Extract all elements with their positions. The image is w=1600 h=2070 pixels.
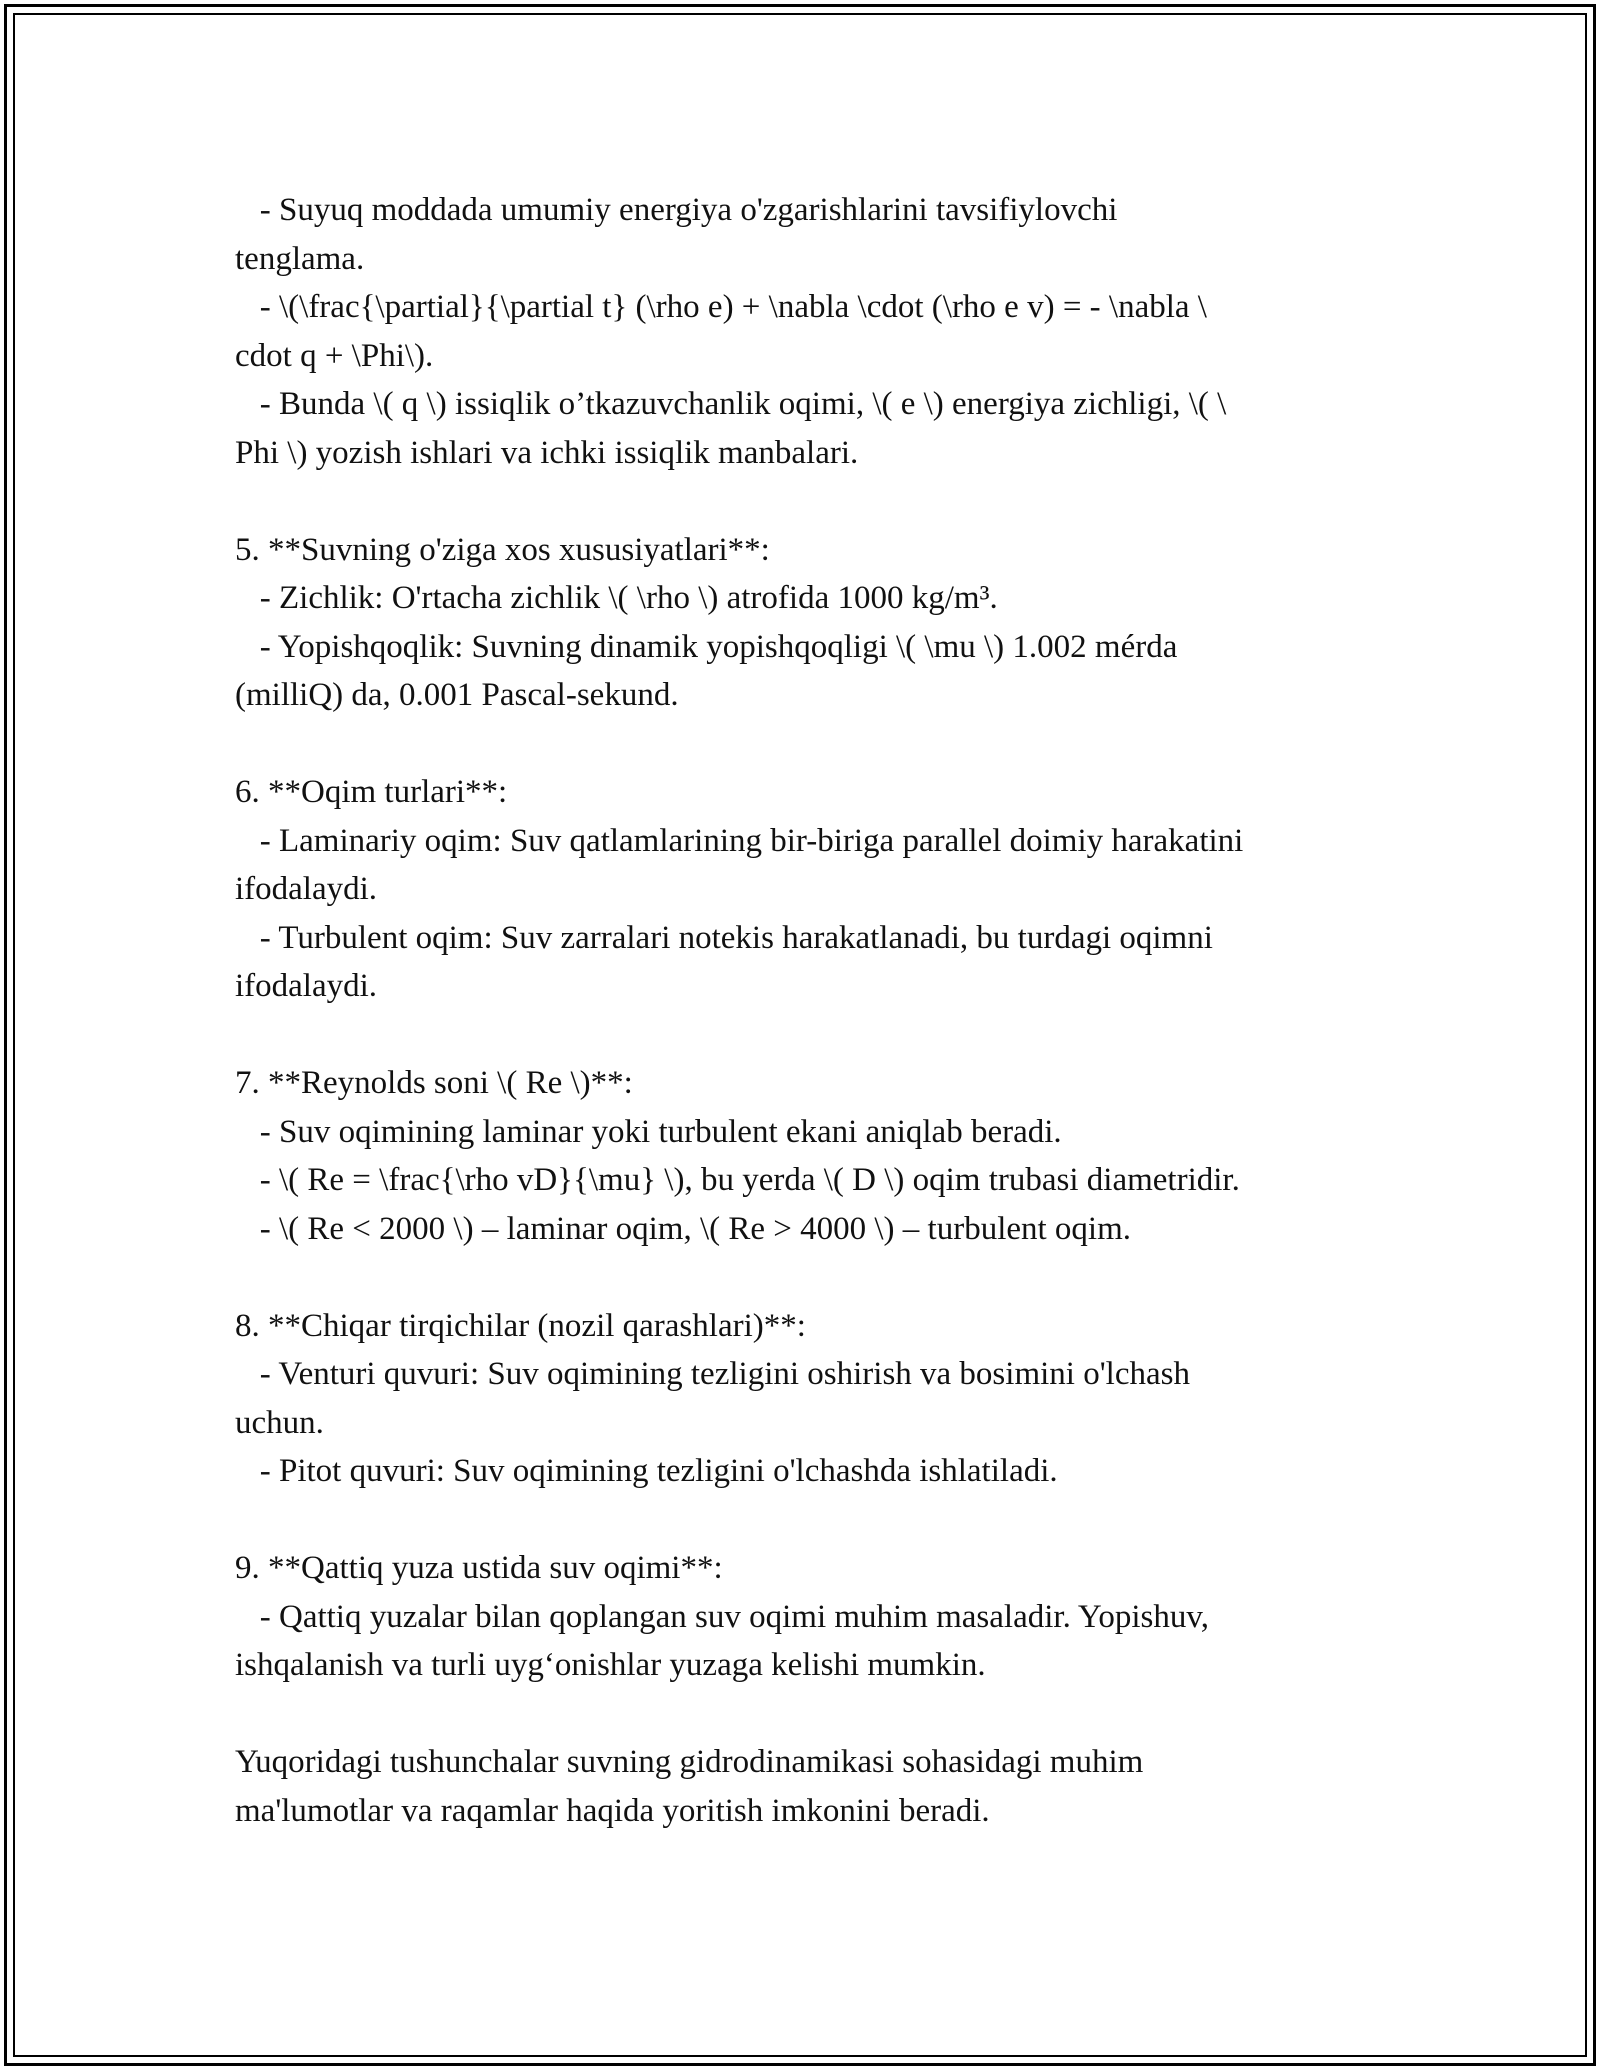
text-line: - Pitot quvuri: Suv oqimining tezligini o'lchashda ishlatiladi.	[235, 1453, 1058, 1489]
text-line: - Suyuq moddada umumiy energiya o'zgarishlarini tavsifiylovchi	[235, 192, 1118, 228]
text-line: - Suv oqimining laminar yoki turbulent ekani aniqlab beradi.	[235, 1113, 1062, 1150]
text-line: - Venturi quvuri: Suv oqimining tezligini oshirish va bosimini o'lchash	[235, 1356, 1190, 1392]
blank-line	[235, 477, 1375, 526]
text-line: ifodalaydi.	[235, 968, 378, 1004]
text-line: - Bunda \( q \) issiqlik o’tkazuvchanlik oqimi, \( e \) energiya zichligi, \( \	[235, 386, 1227, 422]
text-line: - Laminariy oqim: Suv qatlamlarining bir-biriga parallel doimiy harakatini	[235, 822, 1244, 859]
text-line: tenglama.	[235, 240, 365, 277]
text-line: ifodalaydi.	[235, 871, 378, 907]
section-heading-6: 6. **Oqim turlari**:	[235, 774, 508, 810]
section-heading-5: 5. **Suvning o'ziga xos xususiyatlari**:	[235, 531, 770, 568]
text-line: Phi \) yozish ishlari va ichki issiqlik manbalari.	[235, 434, 859, 471]
text-line: - Qattiq yuzalar bilan qoplangan suv oqimi muhim masaladir. Yopishuv,	[235, 1598, 1209, 1635]
text-line: uchun.	[235, 1404, 324, 1441]
blank-line	[235, 1011, 1375, 1060]
text-line: - Turbulent oqim: Suv zarralari notekis harakatlanadi, bu turdagi oqimni	[235, 919, 1213, 956]
section-heading-9: 9. **Qattiq yuza ustida suv oqimi**:	[235, 1550, 723, 1586]
blank-line	[235, 1496, 1375, 1545]
text-line: - \(\frac{\partial}{\partial t} (\rho e) + \nabla \cdot (\rho e v) = - \nabla \	[235, 289, 1207, 325]
text-line: ishqalanish va turli uyg‘onishlar yuzaga kelishi mumkin.	[235, 1647, 986, 1683]
blank-line	[235, 1690, 1375, 1739]
text-line: - \( Re = \frac{\rho vD}{\mu} \), bu yerda \( D \) oqim trubasi diametridir.	[235, 1162, 1240, 1198]
text-line: - Yopishqoqlik: Suvning dinamik yopishqoqligi \( \mu \) 1.002 mérda	[235, 628, 1178, 665]
blank-line	[235, 1253, 1375, 1302]
section-heading-7: 7. **Reynolds soni \( Re \)**:	[235, 1065, 633, 1101]
section-heading-8: 8. **Chiqar tirqichilar (nozil qarashlari)**:	[235, 1307, 806, 1344]
conclusion-line: Yuqoridagi tushunchalar suvning gidrodinamikasi sohasidagi muhim	[235, 1744, 1144, 1780]
blank-line	[235, 720, 1375, 769]
text-line: (milliQ) da, 0.001 Pascal-sekund.	[235, 677, 679, 713]
document-body	[235, 186, 1375, 1835]
text-line: - \( Re < 2000 \) – laminar oqim, \( Re > 4000 \) – turbulent oqim.	[235, 1210, 1132, 1247]
text-line: cdot q + \Phi\).	[235, 337, 434, 374]
conclusion-line: ma'lumotlar va raqamlar haqida yoritish imkonini beradi.	[235, 1792, 990, 1829]
text-line: - Zichlik: O'rtacha zichlik \( \rho \) atrofida 1000 kg/m³.	[235, 580, 998, 616]
